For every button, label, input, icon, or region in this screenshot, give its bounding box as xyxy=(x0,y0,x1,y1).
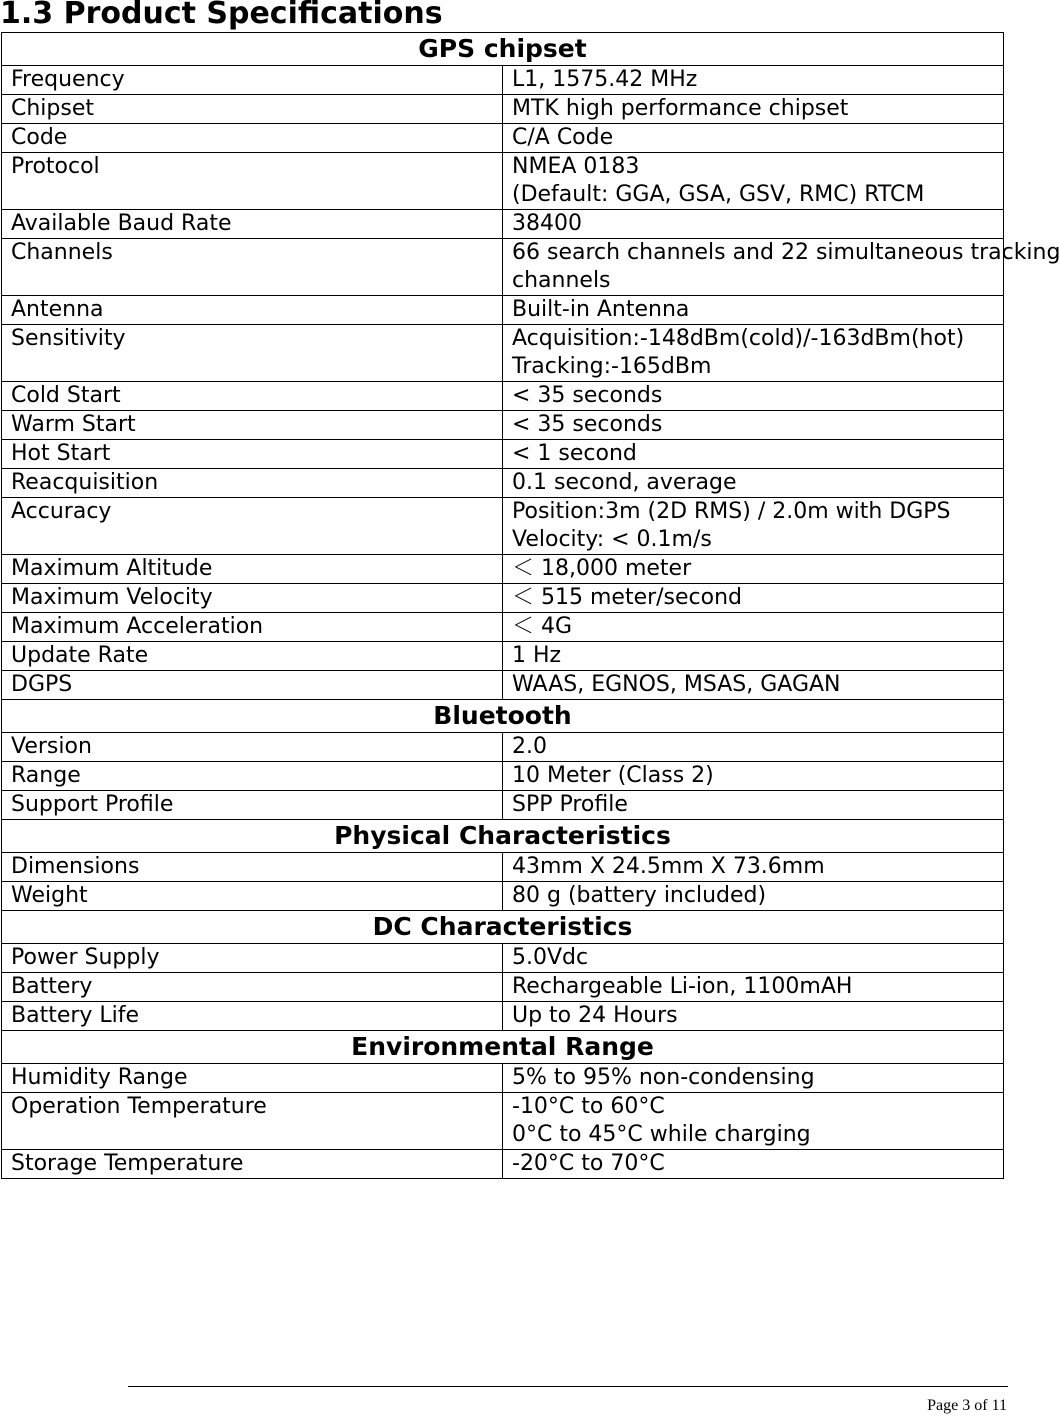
section-heading: Bluetooth xyxy=(2,700,1004,733)
table-row xyxy=(2,882,1004,911)
spec-value-line: -10°C to 60°C xyxy=(512,1094,665,1119)
table-row xyxy=(2,791,1004,820)
section-header-row xyxy=(2,820,1004,853)
table-row xyxy=(2,1064,1004,1093)
spec-label: Accuracy xyxy=(2,498,503,555)
table-row xyxy=(2,210,1004,239)
spec-value-line: 5.0Vdc xyxy=(512,945,589,970)
spec-value xyxy=(503,671,1004,700)
section-heading: Physical Characteristics xyxy=(2,820,1004,853)
spec-label: Battery Life xyxy=(2,1002,503,1031)
spec-value xyxy=(503,1002,1004,1031)
page-number: Page 3 of 11 xyxy=(927,1397,1007,1414)
spec-label: Dimensions xyxy=(2,853,503,882)
spec-value xyxy=(503,382,1004,411)
section-heading: Environmental Range xyxy=(2,1031,1004,1064)
table-row xyxy=(2,613,1004,642)
table-row xyxy=(2,325,1004,382)
spec-value xyxy=(503,411,1004,440)
spec-value xyxy=(503,973,1004,1002)
spec-value-line: Position:3m (2D RMS) / 2.0m with DGPS xyxy=(512,499,951,524)
spec-label: Humidity Range xyxy=(2,1064,503,1093)
spec-value-line: ＜ 4G xyxy=(512,614,573,639)
spec-value-line: C/A Code xyxy=(512,125,614,150)
table-row xyxy=(2,762,1004,791)
table-row xyxy=(2,296,1004,325)
spec-label: Available Baud Rate xyxy=(2,210,503,239)
table-row xyxy=(2,944,1004,973)
table-row xyxy=(2,733,1004,762)
table-row xyxy=(2,95,1004,124)
spec-value-line: Velocity: < 0.1m/s xyxy=(512,527,712,552)
spec-value xyxy=(503,66,1004,95)
table-row xyxy=(2,469,1004,498)
spec-value-line: 10 Meter (Class 2) xyxy=(512,763,714,788)
spec-label: Channels xyxy=(2,239,503,296)
spec-value-line: -20°C to 70°C xyxy=(512,1151,665,1176)
spec-label: Battery xyxy=(2,973,503,1002)
spec-label: Weight xyxy=(2,882,503,911)
spec-value xyxy=(503,498,1004,555)
spec-label: Cold Start xyxy=(2,382,503,411)
section-heading: GPS chipset xyxy=(2,33,1004,66)
spec-label: Chipset xyxy=(2,95,503,124)
spec-value xyxy=(503,124,1004,153)
spec-label: Power Supply xyxy=(2,944,503,973)
table-row xyxy=(2,1093,1004,1150)
spec-value xyxy=(503,1093,1004,1150)
table-row xyxy=(2,66,1004,95)
spec-value-line: WAAS, EGNOS, MSAS, GAGAN xyxy=(512,672,841,697)
table-row xyxy=(2,671,1004,700)
spec-value-line: (Default: GGA, GSA, GSV, RMC) RTCM xyxy=(512,182,925,207)
table-row xyxy=(2,642,1004,671)
spec-table xyxy=(1,32,1060,1179)
spec-value-line: L1, 1575.42 MHz xyxy=(512,67,698,92)
spec-value xyxy=(503,1064,1004,1093)
spec-value xyxy=(503,296,1004,325)
spec-label: Hot Start xyxy=(2,440,503,469)
spec-value-line: 43mm X 24.5mm X 73.6mm xyxy=(512,854,825,879)
spec-label: Update Rate xyxy=(2,642,503,671)
spec-value-line: 1 Hz xyxy=(512,643,562,668)
spec-label: Protocol xyxy=(2,153,503,210)
spec-label: Antenna xyxy=(2,296,503,325)
table-row xyxy=(2,1002,1004,1031)
spec-value-line: 2.0 xyxy=(512,734,547,759)
spec-value-line: 66 search channels and 22 simultaneous tracking xyxy=(512,240,1060,265)
spec-value-line: 80 g (battery included) xyxy=(512,883,767,908)
table-row xyxy=(2,853,1004,882)
spec-value xyxy=(503,95,1004,124)
spec-value xyxy=(503,325,1004,382)
spec-value-line: SPP Profile xyxy=(512,792,628,817)
spec-value-line: < 35 seconds xyxy=(512,412,663,437)
spec-value-line: Tracking:-165dBm xyxy=(512,354,712,379)
table-row xyxy=(2,973,1004,1002)
spec-label: Operation Temperature xyxy=(2,1093,503,1150)
spec-value xyxy=(503,153,1004,210)
spec-value-line: 0.1 second, average xyxy=(512,470,737,495)
spec-label: Warm Start xyxy=(2,411,503,440)
footer-divider xyxy=(128,1386,1008,1387)
spec-value-line: channels xyxy=(512,268,611,293)
spec-value-line: 0°C to 45°C while charging xyxy=(512,1122,811,1147)
table-row xyxy=(2,411,1004,440)
spec-value-line: Up to 24 Hours xyxy=(512,1003,678,1028)
table-row xyxy=(2,555,1004,584)
spec-label: Support Profile xyxy=(2,791,503,820)
spec-label: Range xyxy=(2,762,503,791)
table-row xyxy=(2,382,1004,411)
spec-label: DGPS xyxy=(2,671,503,700)
table-row xyxy=(2,239,1004,296)
spec-value xyxy=(503,210,1004,239)
spec-value-line: < 35 seconds xyxy=(512,383,663,408)
spec-value-line: ＜ 515 meter/second xyxy=(512,585,743,610)
table-row xyxy=(2,153,1004,210)
table-row xyxy=(2,440,1004,469)
section-heading: DC Characteristics xyxy=(2,911,1004,944)
spec-label: Code xyxy=(2,124,503,153)
spec-value xyxy=(503,469,1004,498)
table-row xyxy=(2,124,1004,153)
table-row xyxy=(2,498,1004,555)
spec-value-line: 38400 xyxy=(512,211,582,236)
spec-value xyxy=(503,613,1004,642)
spec-value-line: ＜ 18,000 meter xyxy=(512,556,692,581)
spec-value xyxy=(503,791,1004,820)
spec-value-line: Acquisition:-148dBm(cold)/-163dBm(hot) xyxy=(512,326,965,351)
section-header-row xyxy=(2,1031,1004,1064)
spec-label: Maximum Acceleration xyxy=(2,613,503,642)
table-row xyxy=(2,1150,1004,1179)
spec-label: Reacquisition xyxy=(2,469,503,498)
spec-label: Maximum Velocity xyxy=(2,584,503,613)
spec-value xyxy=(503,440,1004,469)
spec-value xyxy=(503,555,1004,584)
spec-value-line: < 1 second xyxy=(512,441,637,466)
spec-value-line: Rechargeable Li-ion, 1100mAH xyxy=(512,974,853,999)
spec-value xyxy=(503,584,1004,613)
section-header-row xyxy=(2,33,1004,66)
spec-value xyxy=(503,882,1004,911)
section-header-row xyxy=(2,700,1004,733)
spec-value-line: 5% to 95% non-condensing xyxy=(512,1065,815,1090)
spec-value-line: NMEA 0183 xyxy=(512,154,640,179)
spec-value xyxy=(503,239,1060,296)
section-header-row xyxy=(2,911,1004,944)
spec-label: Frequency xyxy=(2,66,503,95)
spec-value xyxy=(503,944,1004,973)
spec-value xyxy=(503,853,1004,882)
table-row xyxy=(2,584,1004,613)
spec-label: Version xyxy=(2,733,503,762)
spec-label: Storage Temperature xyxy=(2,1150,503,1179)
spec-value xyxy=(503,733,1004,762)
page-title: 1.3 Product Specifications xyxy=(0,0,443,31)
spec-value-line: Built-in Antenna xyxy=(512,297,690,322)
spec-label: Sensitivity xyxy=(2,325,503,382)
spec-value-line: MTK high performance chipset xyxy=(512,96,849,121)
spec-value xyxy=(503,642,1004,671)
spec-label: Maximum Altitude xyxy=(2,555,503,584)
spec-value xyxy=(503,1150,1004,1179)
spec-value xyxy=(503,762,1004,791)
